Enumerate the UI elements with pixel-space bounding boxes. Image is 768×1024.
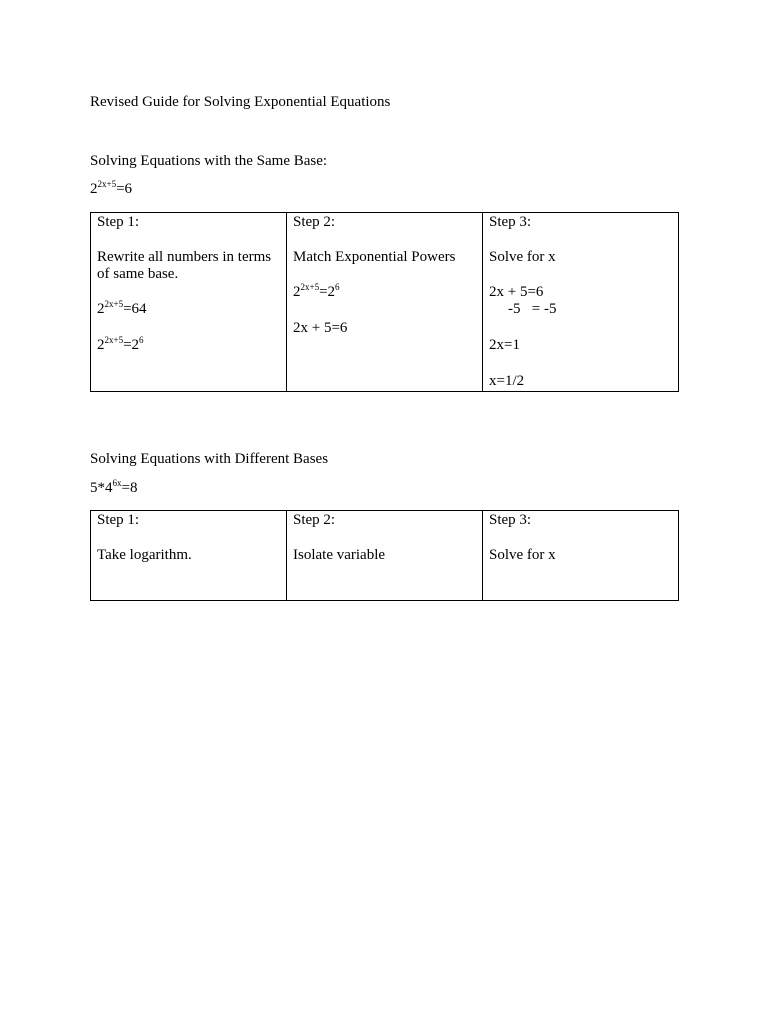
step-text: Solve for x [489, 249, 556, 265]
section-different-bases-equation [90, 479, 137, 497]
table-row [91, 213, 679, 392]
section-same-base-heading: Solving Equations with the Same Base: [90, 153, 328, 169]
equation-base: 5*4 [90, 480, 113, 496]
step-text: Solve for x [489, 547, 556, 563]
step-equation: 2x + 5=6 [489, 284, 544, 300]
different-bases-step2-cell [287, 511, 483, 601]
section-same-base-equation [90, 180, 132, 198]
step-label: Step 2: [293, 512, 336, 528]
step-equation: $2^{2x+5}=2^6$ [293, 282, 340, 300]
step-text: Match Exponential Powers [293, 249, 456, 265]
step-label: Step 3: [489, 512, 532, 528]
equation-base: 2 [90, 181, 98, 197]
step-equation: -5 = -5 [508, 301, 557, 317]
document-title: Revised Guide for Solving Exponential Equations [90, 94, 391, 110]
different-bases-step1-cell [91, 511, 287, 601]
same-base-step3-cell [483, 213, 679, 392]
equation-exponent: 2x+5 [97, 179, 117, 189]
equation-rhs: =8 [121, 480, 138, 496]
step-text: Rewrite all numbers in terms of same base. [97, 249, 272, 282]
same-base-steps-table [90, 212, 679, 392]
same-base-step2-cell [287, 213, 483, 392]
different-bases-steps-table [90, 510, 679, 601]
step-label: Step 1: [97, 214, 140, 230]
step-label: Step 3: [489, 214, 532, 230]
step-equation: $2^{2x+5}=64$ [97, 299, 147, 317]
step-equation: 2x=1 [489, 337, 520, 353]
table-row [91, 511, 679, 601]
equation-rhs: =6 [116, 181, 133, 197]
step-equation: $2^{2x+5}=2^6$ [97, 335, 144, 353]
equation-exponent: 6x [112, 478, 122, 488]
step-text: Isolate variable [293, 547, 386, 563]
different-bases-step3-cell [483, 511, 679, 601]
step-equation: x=1/2 [489, 373, 525, 389]
step-text: Take logarithm. [97, 547, 192, 563]
step-equation: 2x + 5=6 [293, 320, 348, 336]
step-label: Step 2: [293, 214, 336, 230]
step-label: Step 1: [97, 512, 140, 528]
section-different-bases-heading: Solving Equations with Different Bases [90, 451, 329, 467]
same-base-step1-cell [91, 213, 287, 392]
